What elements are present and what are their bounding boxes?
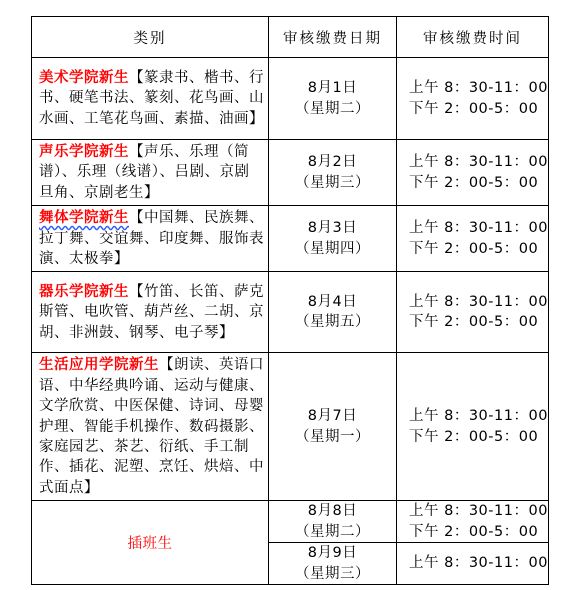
- weekday: （星期二）: [295, 523, 370, 540]
- time-cell: [397, 140, 549, 206]
- weekday: （星期五）: [295, 314, 370, 331]
- date: 8月7日: [307, 408, 358, 425]
- time-cell: [397, 353, 549, 501]
- morning-time: 上午 8：30-11：00: [409, 80, 548, 97]
- category-cell: [32, 272, 269, 353]
- table-row: [32, 58, 549, 140]
- header-row: [32, 17, 549, 58]
- date-cell: [269, 140, 397, 206]
- date: 8月8日: [307, 503, 358, 520]
- morning-time: 上午 8：30-11：00: [409, 555, 548, 572]
- afternoon-time: 下午 2：00-5：00: [409, 523, 539, 540]
- weekday: （星期三）: [295, 565, 370, 582]
- morning-time: 上午 8：30-11：00: [409, 220, 548, 237]
- table-row: [32, 140, 549, 206]
- date: 8月3日: [307, 220, 358, 237]
- course-list: 【朗读、英语口语、中华经典吟诵、运动与健康、文学欣赏、中医保健、诗词、母婴护理、智能手机操作、数码摄影、家庭园艺、茶艺、衍纸、手工制作、插花、泥塑、烹饪、烘焙、中式面点】: [39, 357, 264, 496]
- date-cell: [269, 543, 397, 585]
- header-time: 审核缴费时间: [397, 17, 549, 58]
- college-name: 舞体学院新生: [39, 210, 129, 227]
- college-name: 器乐学院新生: [39, 283, 129, 300]
- course-list: 【中国舞、民族舞、拉丁舞、交谊舞、印度舞、服饰表演、太极拳】: [39, 210, 264, 268]
- afternoon-time: 下午 2：00-5：00: [409, 428, 539, 445]
- afternoon-time: 下午 2：00-5：00: [409, 314, 539, 331]
- category-cell: [32, 206, 269, 272]
- weekday: （星期二）: [295, 100, 370, 117]
- course-list: 【篆隶书、楷书、行书、硬笔书法、篆刻、花鸟画、山水画、工笔花鸟画、素描、油画】: [39, 69, 264, 127]
- date-cell: [269, 58, 397, 140]
- weekday: （星期四）: [295, 240, 370, 257]
- time-cell: [397, 206, 549, 272]
- college-name: 声乐学院新生: [39, 144, 129, 160]
- header-category: 类别: [32, 17, 269, 58]
- category-cell: [32, 353, 269, 501]
- morning-time: 上午 8：30-11：00: [409, 503, 548, 520]
- date: 8月1日: [307, 80, 358, 97]
- morning-time: 上午 8：30-11：00: [409, 154, 548, 171]
- time-cell: [397, 58, 549, 140]
- table-row: [32, 206, 549, 272]
- afternoon-time: 下午 2：00-5：00: [409, 174, 539, 191]
- morning-time: 上午 8：30-11：00: [409, 408, 548, 425]
- course-list: 【竹笛、长笛、萨克斯管、电吹管、葫芦丝、二胡、京胡、非洲鼓、钢琴、电子琴】: [39, 283, 264, 341]
- course-list: 【声乐、乐理（简谱）、乐理（线谱）、吕剧、京剧旦角、京剧老生】: [39, 144, 250, 201]
- date-cell: [269, 353, 397, 501]
- schedule-table: [31, 16, 549, 585]
- date: 8月2日: [307, 154, 358, 171]
- category-cell: [32, 140, 269, 206]
- time-cell: [397, 272, 549, 353]
- transfer-student-cell: 插班生: [32, 501, 269, 585]
- table-row: [32, 272, 549, 353]
- afternoon-time: 下午 2：00-5：00: [409, 100, 539, 117]
- category-cell: [32, 58, 269, 140]
- morning-time: 上午 8：30-11：00: [409, 294, 548, 311]
- date-cell: [269, 501, 397, 543]
- date: 8月4日: [307, 294, 358, 311]
- college-name: 生活应用学院新生: [39, 357, 159, 374]
- weekday: （星期三）: [295, 174, 370, 191]
- college-name: 美术学院新生: [39, 69, 129, 86]
- table-row: [32, 353, 549, 501]
- date-cell: [269, 206, 397, 272]
- afternoon-time: 下午 2：00-5：00: [409, 240, 539, 257]
- date-cell: [269, 272, 397, 353]
- table-row: [32, 501, 549, 543]
- header-date: 审核缴费日期: [269, 17, 397, 58]
- weekday: （星期一）: [295, 428, 370, 445]
- time-cell: [397, 543, 549, 585]
- date: 8月9日: [307, 545, 358, 562]
- time-cell: [397, 501, 549, 543]
